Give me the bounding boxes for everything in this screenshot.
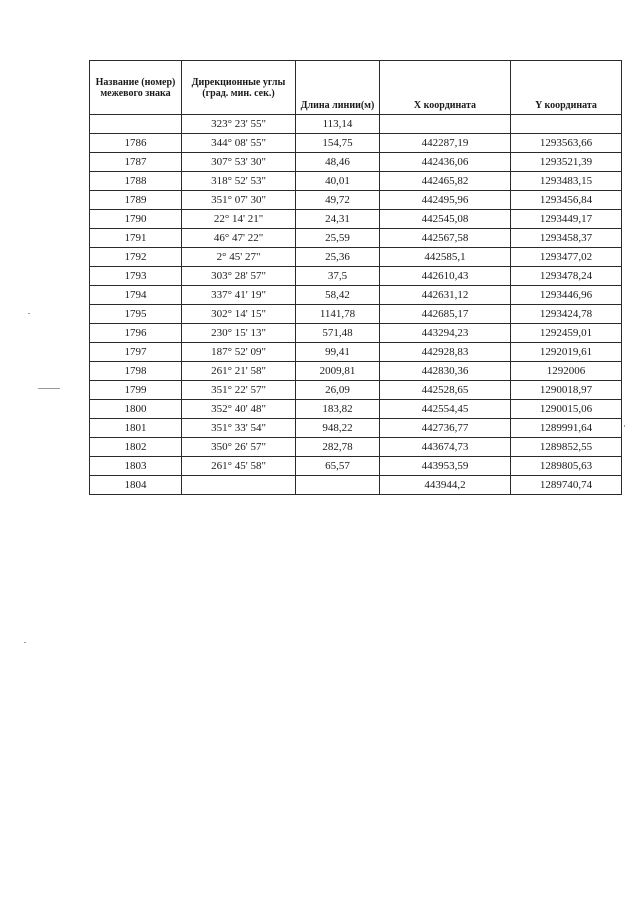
marker-name-cell: 1787 [90, 153, 182, 172]
y-coordinate-cell: 1289852,55 [511, 438, 622, 457]
x-coordinate-cell: 442465,82 [380, 172, 511, 191]
marker-name-cell [90, 115, 182, 134]
x-coordinate-cell: 442928,83 [380, 343, 511, 362]
line-length-cell: 40,01 [296, 172, 380, 191]
direction-angle-cell: 261° 45' 58" [182, 457, 296, 476]
line-length-cell: 37,5 [296, 267, 380, 286]
marker-name-cell: 1799 [90, 381, 182, 400]
y-coordinate-cell: 1293446,96 [511, 286, 622, 305]
marker-name-cell: 1791 [90, 229, 182, 248]
y-coordinate-cell: 1293483,15 [511, 172, 622, 191]
line-length-cell: 154,75 [296, 134, 380, 153]
line-length-cell: 183,82 [296, 400, 380, 419]
direction-angle-cell: 261° 21' 58" [182, 362, 296, 381]
x-coordinate-cell: 443953,59 [380, 457, 511, 476]
direction-angle-cell: 230° 15' 13" [182, 324, 296, 343]
y-coordinate-cell: 1293424,78 [511, 305, 622, 324]
x-coordinate-cell: 442554,45 [380, 400, 511, 419]
x-coordinate-cell: 442830,36 [380, 362, 511, 381]
x-coordinate-cell: 442610,43 [380, 267, 511, 286]
direction-angle-cell: 318° 52' 53" [182, 172, 296, 191]
x-coordinate-cell: 442585,1 [380, 248, 511, 267]
y-coordinate-cell: 1293563,66 [511, 134, 622, 153]
marker-name-cell: 1794 [90, 286, 182, 305]
line-length-cell: 571,48 [296, 324, 380, 343]
line-length-cell: 25,59 [296, 229, 380, 248]
marker-name-cell: 1792 [90, 248, 182, 267]
direction-angle-cell: 351° 07' 30" [182, 191, 296, 210]
y-coordinate-cell [511, 115, 622, 134]
line-length-cell: 99,41 [296, 343, 380, 362]
line-length-cell: 58,42 [296, 286, 380, 305]
marker-name-cell: 1803 [90, 457, 182, 476]
boundary-marker-table-sheet [89, 60, 622, 495]
direction-angle-cell: 350° 26' 57" [182, 438, 296, 457]
direction-angle-cell: 46° 47' 22" [182, 229, 296, 248]
header-direction-angle: Дирекционные углы (град. мин. сек.) [182, 61, 296, 115]
scan-artifact-dash [38, 388, 60, 389]
line-length-cell: 1141,78 [296, 305, 380, 324]
y-coordinate-cell: 1289805,63 [511, 457, 622, 476]
line-length-cell: 113,14 [296, 115, 380, 134]
header-y-coordinate: Y координата [511, 61, 622, 115]
marker-name-cell: 1802 [90, 438, 182, 457]
x-coordinate-cell: 443944,2 [380, 476, 511, 495]
scan-artifact-dot [28, 313, 30, 314]
direction-angle-cell: 2° 45' 27" [182, 248, 296, 267]
line-length-cell: 948,22 [296, 419, 380, 438]
line-length-cell: 24,31 [296, 210, 380, 229]
table-body [90, 115, 622, 495]
marker-name-cell: 1800 [90, 400, 182, 419]
header-row [90, 61, 622, 115]
direction-angle-cell: 22° 14' 21" [182, 210, 296, 229]
header-line-length: Длина линии(м) [296, 61, 380, 115]
marker-name-cell: 1796 [90, 324, 182, 343]
y-coordinate-cell: 1293521,39 [511, 153, 622, 172]
x-coordinate-cell: 442685,17 [380, 305, 511, 324]
y-coordinate-cell: 1289991,64 [511, 419, 622, 438]
x-coordinate-cell [380, 115, 511, 134]
y-coordinate-cell: 1290015,06 [511, 400, 622, 419]
line-length-cell: 25,36 [296, 248, 380, 267]
direction-angle-cell [182, 476, 296, 495]
line-length-cell [296, 476, 380, 495]
y-coordinate-cell: 1293456,84 [511, 191, 622, 210]
marker-name-cell: 1804 [90, 476, 182, 495]
x-coordinate-cell: 442736,77 [380, 419, 511, 438]
x-coordinate-cell: 442436,06 [380, 153, 511, 172]
x-coordinate-cell: 443294,23 [380, 324, 511, 343]
marker-name-cell: 1798 [90, 362, 182, 381]
line-length-cell: 282,78 [296, 438, 380, 457]
line-length-cell: 26,09 [296, 381, 380, 400]
y-coordinate-cell: 1293477,02 [511, 248, 622, 267]
direction-angle-cell: 337° 41' 19" [182, 286, 296, 305]
x-coordinate-cell: 442287,19 [380, 134, 511, 153]
line-length-cell: 49,72 [296, 191, 380, 210]
y-coordinate-cell: 1292459,01 [511, 324, 622, 343]
line-length-cell: 2009,81 [296, 362, 380, 381]
x-coordinate-cell: 442545,08 [380, 210, 511, 229]
x-coordinate-cell: 442528,65 [380, 381, 511, 400]
direction-angle-cell: 351° 33' 54" [182, 419, 296, 438]
header-marker-name: Название (номер) межевого знака [90, 61, 182, 115]
boundary-marker-table [89, 60, 622, 495]
marker-name-cell: 1786 [90, 134, 182, 153]
marker-name-cell: 1793 [90, 267, 182, 286]
direction-angle-cell: 307° 53' 30" [182, 153, 296, 172]
scan-artifact-dot [24, 642, 26, 643]
x-coordinate-cell: 442567,58 [380, 229, 511, 248]
header-x-coordinate: X координата [380, 61, 511, 115]
marker-name-cell: 1795 [90, 305, 182, 324]
y-coordinate-cell: 1290018,97 [511, 381, 622, 400]
direction-angle-cell: 344° 08' 55" [182, 134, 296, 153]
marker-name-cell: 1788 [90, 172, 182, 191]
direction-angle-cell: 303° 28' 57" [182, 267, 296, 286]
table-row [90, 115, 622, 134]
x-coordinate-cell: 442495,96 [380, 191, 511, 210]
direction-angle-cell: 323° 23' 55" [182, 115, 296, 134]
y-coordinate-cell: 1293478,24 [511, 267, 622, 286]
direction-angle-cell: 302° 14' 15" [182, 305, 296, 324]
marker-name-cell: 1801 [90, 419, 182, 438]
y-coordinate-cell: 1292019,61 [511, 343, 622, 362]
x-coordinate-cell: 442631,12 [380, 286, 511, 305]
direction-angle-cell: 351° 22' 57" [182, 381, 296, 400]
y-coordinate-cell: 1289740,74 [511, 476, 622, 495]
marker-name-cell: 1797 [90, 343, 182, 362]
y-coordinate-cell: 1293458,37 [511, 229, 622, 248]
line-length-cell: 48,46 [296, 153, 380, 172]
y-coordinate-cell: 1292006 [511, 362, 622, 381]
y-coordinate-cell: 1293449,17 [511, 210, 622, 229]
x-coordinate-cell: 443674,73 [380, 438, 511, 457]
marker-name-cell: 1790 [90, 210, 182, 229]
line-length-cell: 65,57 [296, 457, 380, 476]
direction-angle-cell: 187° 52' 09" [182, 343, 296, 362]
direction-angle-cell: 352° 40' 48" [182, 400, 296, 419]
scan-artifact-dot [624, 425, 625, 427]
marker-name-cell: 1789 [90, 191, 182, 210]
